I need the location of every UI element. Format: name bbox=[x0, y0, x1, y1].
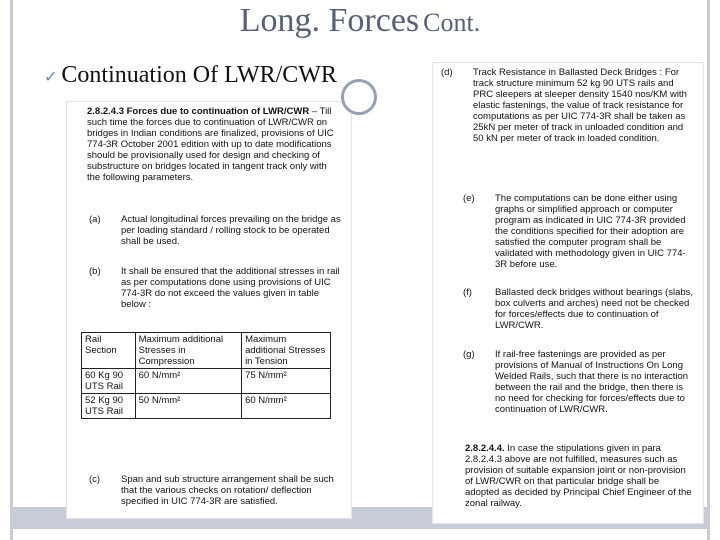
section-2-8-2-4-4 bbox=[465, 443, 695, 509]
circle-ring-icon bbox=[341, 79, 377, 115]
clause-text: Span and sub structure arrangement shall be such that the various checks on rotation/ deflection specified in UIC 774-3R are satisfied. bbox=[121, 474, 334, 507]
clause-label: (c) bbox=[89, 474, 101, 485]
clause-label: (d) bbox=[441, 67, 453, 78]
clause-text: The computations can be done either using graphs or simplified approach or computer program as indicated in UIC 774-3R provided the conditions specified for their adoption are satisfied the computer program shall be validated with methodology given in UIC 774-3R before use. bbox=[495, 193, 686, 270]
slide-frame-right bbox=[707, 0, 710, 540]
table-header: Maximum additional Stresses in Tension bbox=[242, 333, 331, 369]
clause-text: Ballasted deck bridges without bearings (slabs, box culverts and arches) need not be checked for forces/effects due to continuation of LWR/CWR. bbox=[495, 287, 694, 331]
clause-label: (a) bbox=[89, 214, 101, 225]
clause-text: Actual longitudinal forces prevailing on the bridge as per loading standard / rolling stock to be operated shall be used. bbox=[121, 214, 341, 247]
table-cell: 60 Kg 90 UTS Rail bbox=[82, 369, 136, 394]
clause-text: Track Resistance in Ballasted Deck Bridges : For track structure minimum 52 kg 90 UTS rails and PRC sleepers at sleeper density 1540 nos/KM with elastic fastenings, the value of track resistance for computations as per UIC 774-3R shall be taken as 25kN per meter of track in unloaded condition and 50 kN per meter of track in loaded condition. bbox=[473, 67, 687, 144]
clause-label: (b) bbox=[89, 266, 101, 277]
clause-label: (f) bbox=[463, 287, 472, 298]
clause-label: (g) bbox=[463, 349, 475, 360]
slide-title-sub: Cont. bbox=[423, 8, 481, 37]
table-cell: 50 N/mm² bbox=[135, 394, 241, 419]
heading-title: Forces due to continuation of LWR/CWR bbox=[126, 106, 310, 117]
slide-title-main: Long. Forces bbox=[239, 2, 420, 39]
clause-text: It shall be ensured that the additional stresses in rail as per computations done using provisions of UIC 774-3R do not exceed the values given in table below : bbox=[121, 266, 340, 310]
clause-text: If rail-free fastenings are provided as per provisions of Manual of Instructions On Long Welded Rails, such that there is no interaction between the rail and the bridge, then there is no need for checking for forces/effects due to continuation of LWR/CWR. bbox=[495, 349, 689, 415]
clause-label: (e) bbox=[463, 193, 475, 204]
bullet-text: Continuation Of LWR/CWR bbox=[61, 62, 337, 88]
table-header: Maximum additional Stresses in Compression bbox=[135, 333, 241, 369]
stress-limits-table bbox=[81, 332, 331, 419]
final-text: In case the stipulations given in para 2.8.2.4.3 above are not fulfilled, measures such as provision of suitable expansion joint or non-provision of LWR/CWR on that particular bridge shall be adopted as decided by Principal Chief Engineer of the zonal railway. bbox=[465, 443, 692, 509]
left-document-image bbox=[66, 101, 352, 519]
slide-frame-left bbox=[10, 0, 13, 540]
table-cell: 75 N/mm² bbox=[242, 369, 331, 394]
table-header-row bbox=[82, 333, 331, 369]
table-cell: 52 Kg 90 UTS Rail bbox=[82, 394, 136, 419]
table-row bbox=[82, 369, 331, 394]
right-document-image bbox=[432, 62, 704, 524]
final-number: 2.8.2.4.4. bbox=[465, 443, 505, 454]
section-2-8-2-4-3 bbox=[87, 106, 341, 183]
table-row bbox=[82, 394, 331, 419]
bullet-point bbox=[44, 62, 337, 89]
heading-number: 2.8.2.4.3 bbox=[87, 106, 124, 117]
table-cell: 60 N/mm² bbox=[135, 369, 241, 394]
table-header: Rail Section bbox=[82, 333, 136, 369]
table-cell: 60 N/mm² bbox=[242, 394, 331, 419]
slide-title bbox=[0, 2, 720, 40]
bullet-icon: ✓ bbox=[44, 69, 58, 86]
heading-text: – Till such time the forces due to continuation of LWR/CWR on bridges in Indian conditions are finalized, provisions of UIC 774-3R October 2001 edition with up to date modifications should be provisionally used for design and checking of substructure on bridges located in tangent track only with the following parameters. bbox=[87, 106, 334, 183]
